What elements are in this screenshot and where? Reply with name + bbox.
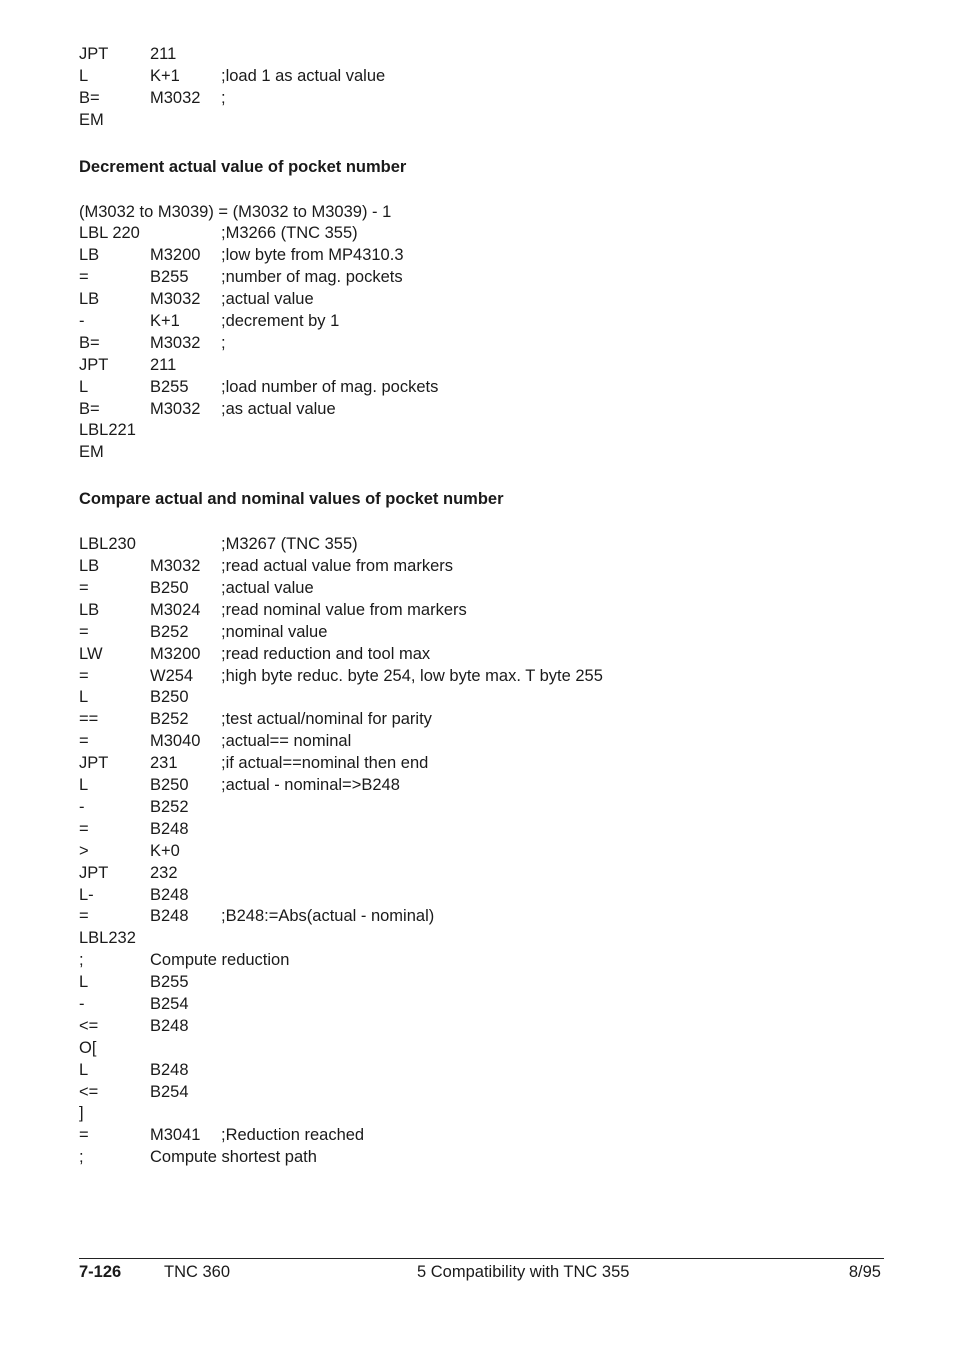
code-line bbox=[79, 1038, 899, 1060]
code-line bbox=[79, 775, 899, 797]
code-instruction: = bbox=[79, 732, 89, 751]
product-name: TNC 360 bbox=[164, 1263, 231, 1281]
code-operand: M3200 bbox=[150, 644, 201, 663]
code-comment: ; bbox=[221, 88, 226, 107]
code-operand: Compute reduction bbox=[150, 951, 290, 970]
code-operand: K+1 bbox=[150, 66, 180, 85]
code-comment: ;as actual value bbox=[221, 399, 336, 418]
code-comment: ;read reduction and tool max bbox=[221, 644, 431, 663]
code-operand: M3032 bbox=[150, 557, 201, 576]
code-instruction: = bbox=[79, 268, 89, 287]
code-line bbox=[79, 88, 899, 110]
code-instruction: - bbox=[79, 797, 85, 816]
code-comment: ;decrement by 1 bbox=[221, 312, 340, 331]
code-line bbox=[79, 863, 899, 885]
code-line bbox=[79, 1016, 899, 1038]
code-line bbox=[79, 223, 899, 245]
code-operand: B252 bbox=[150, 797, 189, 816]
code-operand: B248 bbox=[150, 885, 189, 904]
code-instruction: B= bbox=[79, 333, 100, 352]
code-line bbox=[79, 1103, 899, 1125]
page-footer bbox=[79, 1258, 884, 1289]
section-heading: Compare actual and nominal values of pocket number bbox=[79, 490, 504, 509]
code-line bbox=[79, 1082, 899, 1104]
code-line bbox=[79, 442, 899, 464]
code-instruction: L bbox=[79, 776, 89, 795]
code-comment: ;actual value bbox=[221, 290, 314, 309]
code-line bbox=[79, 841, 899, 863]
code-instruction: LB bbox=[79, 246, 100, 265]
code-instruction: == bbox=[79, 710, 99, 729]
code-line bbox=[79, 950, 899, 972]
code-instruction: <= bbox=[79, 1082, 99, 1101]
code-instruction: L bbox=[79, 973, 89, 992]
code-comment: ;M3267 (TNC 355) bbox=[221, 535, 358, 554]
code-operand: 211 bbox=[150, 45, 177, 63]
code-line bbox=[79, 972, 899, 994]
code-instruction: = bbox=[79, 819, 89, 838]
code-comment: ;nominal value bbox=[221, 622, 328, 641]
block-spacer bbox=[79, 132, 899, 156]
code-line bbox=[79, 622, 899, 644]
code-operand: M3024 bbox=[150, 600, 201, 619]
code-instruction: JPT bbox=[79, 863, 109, 882]
code-line bbox=[79, 731, 899, 753]
code-operand: M3032 bbox=[150, 88, 201, 107]
code-line bbox=[79, 44, 899, 66]
code-instruction: L- bbox=[79, 885, 94, 904]
code-comment: ;high byte reduc. byte 254, low byte max. T byte 255 bbox=[221, 666, 603, 685]
code-comment: ;read nominal value from markers bbox=[221, 600, 467, 619]
code-instruction: LBL221 bbox=[79, 421, 136, 440]
code-line bbox=[79, 534, 899, 556]
code-operand: B248 bbox=[150, 1016, 189, 1035]
code-line bbox=[79, 906, 899, 928]
code-comment: ; bbox=[221, 333, 226, 352]
code-instruction: EM bbox=[79, 443, 104, 462]
code-instruction: L bbox=[79, 66, 89, 85]
code-operand: 231 bbox=[150, 754, 178, 773]
code-instruction: LBL232 bbox=[79, 929, 136, 948]
code-instruction: LB bbox=[79, 600, 100, 619]
code-instruction: LBL 220 bbox=[79, 224, 140, 243]
code-instruction: - bbox=[79, 994, 85, 1013]
code-instruction: JPT bbox=[79, 754, 109, 773]
code-line bbox=[79, 1147, 899, 1169]
code-operand: B252 bbox=[150, 710, 189, 729]
code-instruction: = bbox=[79, 666, 89, 685]
code-instruction: ; bbox=[79, 1148, 84, 1167]
code-operand: K+0 bbox=[150, 841, 180, 860]
code-instruction: ] bbox=[79, 1104, 84, 1123]
code-instruction: = bbox=[79, 579, 89, 598]
code-instruction: = bbox=[79, 622, 89, 641]
code-instruction: LW bbox=[79, 644, 103, 663]
code-line bbox=[79, 1060, 899, 1082]
code-line bbox=[79, 578, 899, 600]
code-operand: M3040 bbox=[150, 732, 201, 751]
code-comment: ;Reduction reached bbox=[221, 1126, 365, 1145]
code-line bbox=[79, 885, 899, 907]
code-line bbox=[79, 687, 899, 709]
code-line bbox=[79, 377, 899, 399]
code-comment: ;read actual value from markers bbox=[221, 557, 454, 576]
code-operand: 232 bbox=[150, 863, 178, 882]
code-operand: M3032 bbox=[150, 290, 201, 309]
code-operand: B252 bbox=[150, 622, 189, 641]
code-line bbox=[79, 399, 899, 421]
code-comment: ;load number of mag. pockets bbox=[221, 377, 439, 396]
code-comment: ;if actual==nominal then end bbox=[221, 754, 429, 773]
code-line bbox=[79, 311, 899, 333]
code-operand: 211 bbox=[150, 355, 177, 374]
code-line bbox=[79, 66, 899, 88]
code-comment: ;M3266 (TNC 355) bbox=[221, 224, 358, 243]
code-operand: B248 bbox=[150, 907, 189, 926]
code-operand: M3032 bbox=[150, 399, 201, 418]
code-operand: M3032 bbox=[150, 333, 201, 352]
code-comment: ;B248:=Abs(actual - nominal) bbox=[221, 907, 435, 926]
code-comment: ;actual== nominal bbox=[221, 732, 352, 751]
document-body bbox=[79, 44, 899, 1169]
block-spacer bbox=[79, 510, 899, 534]
code-line bbox=[79, 644, 899, 666]
code-operand: B248 bbox=[150, 1060, 189, 1079]
code-instruction: = bbox=[79, 1126, 89, 1145]
code-instruction: > bbox=[79, 841, 89, 860]
code-instruction: B= bbox=[79, 399, 100, 418]
code-operand: B254 bbox=[150, 994, 189, 1013]
code-operand: M3041 bbox=[150, 1126, 201, 1145]
code-comment: ;test actual/nominal for parity bbox=[221, 710, 432, 729]
code-instruction: LB bbox=[79, 290, 100, 309]
code-operand: B250 bbox=[150, 579, 189, 598]
code-instruction: - bbox=[79, 312, 85, 331]
code-line bbox=[79, 819, 899, 841]
code-line bbox=[79, 202, 899, 224]
code-line bbox=[79, 600, 899, 622]
code-operand: B255 bbox=[150, 268, 189, 287]
code-operand: B250 bbox=[150, 688, 189, 707]
code-line bbox=[79, 420, 899, 442]
block-spacer bbox=[79, 464, 899, 488]
page-number: 7-126 bbox=[79, 1263, 122, 1281]
code-line bbox=[79, 797, 899, 819]
code-instruction: L bbox=[79, 377, 89, 396]
code-operand: B248 bbox=[150, 819, 189, 838]
code-line bbox=[79, 666, 899, 688]
code-instruction: L bbox=[79, 1060, 89, 1079]
code-instruction: EM bbox=[79, 110, 104, 129]
code-instruction: LBL230 bbox=[79, 535, 136, 554]
code-operand: B254 bbox=[150, 1082, 189, 1101]
code-comment: ;load 1 as actual value bbox=[221, 66, 386, 85]
code-line bbox=[79, 245, 899, 267]
code-instruction: O[ bbox=[79, 1038, 97, 1057]
code-operand: M3200 bbox=[150, 246, 201, 265]
code-operand: B250 bbox=[150, 776, 189, 795]
chapter-title: 5 Compatibility with TNC 355 bbox=[417, 1263, 630, 1281]
code-instruction: = bbox=[79, 907, 89, 926]
code-instruction: ; bbox=[79, 951, 84, 970]
code-comment: ;low byte from MP4310.3 bbox=[221, 246, 404, 265]
code-line bbox=[79, 556, 899, 578]
code-operand: K+1 bbox=[150, 312, 180, 331]
code-comment: ;number of mag. pockets bbox=[221, 268, 403, 287]
code-comment: ;actual value bbox=[221, 579, 314, 598]
code-instruction: JPT bbox=[79, 355, 109, 374]
code-line bbox=[79, 1125, 899, 1147]
code-operand: B255 bbox=[150, 973, 189, 992]
code-line bbox=[79, 753, 899, 775]
code-line bbox=[79, 110, 899, 132]
code-line bbox=[79, 333, 899, 355]
code-operand: W254 bbox=[150, 666, 194, 685]
code-line bbox=[79, 994, 899, 1016]
code-line bbox=[79, 928, 899, 950]
code-instruction: LB bbox=[79, 557, 100, 576]
block-spacer bbox=[79, 178, 899, 202]
code-instruction: B= bbox=[79, 88, 100, 107]
code-line bbox=[79, 709, 899, 731]
code-operand: B255 bbox=[150, 377, 189, 396]
code-operand: Compute shortest path bbox=[150, 1148, 317, 1167]
code-line bbox=[79, 267, 899, 289]
code-instruction: (M3032 to M3039) = (M3032 to M3039) - 1 bbox=[79, 202, 392, 221]
code-line bbox=[79, 289, 899, 311]
code-instruction: <= bbox=[79, 1016, 99, 1035]
code-line bbox=[79, 355, 899, 377]
code-instruction: JPT bbox=[79, 45, 109, 63]
edition-date: 8/95 bbox=[848, 1263, 881, 1281]
code-instruction: L bbox=[79, 688, 89, 707]
section-heading: Decrement actual value of pocket number bbox=[79, 157, 407, 176]
code-comment: ;actual - nominal=>B248 bbox=[221, 776, 400, 795]
